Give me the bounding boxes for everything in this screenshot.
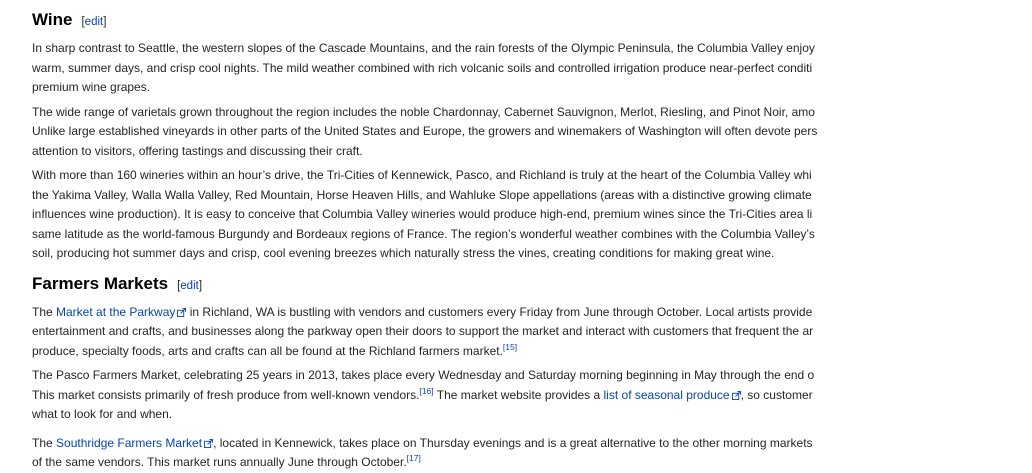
paragraph-line: Unlike large established vineyards in other parts of the United States and Europe, the growers and winemakers of Washington will often devote pers <box>32 124 818 138</box>
farmers-paragraph-3 <box>32 434 1032 473</box>
reference-17[interactable]: [17] <box>406 453 421 463</box>
paragraph-line: the Yakima Valley, Walla Walla Valley, Red Mountain, Horse Heaven Hills, and Wahluke Slope appellations (areas with a distinctive growing climate <box>32 187 812 202</box>
wine-paragraph-1 <box>32 39 1032 98</box>
paragraph-line: The Market at the Parkway in Richland, WA is bustling with vendors and customers every Friday from June through October. Local artists provide <box>32 304 813 319</box>
paragraph-line: The Southridge Farmers Market , located in Kennewick, takes place on Thursday evenings and is a great alternative to the other morning markets <box>32 435 813 450</box>
wine-paragraph-3 <box>32 166 1032 264</box>
section-heading-farmers-markets <box>32 273 1032 297</box>
paragraph-line: warm, summer days, and crisp cool nights. The mild weather combined with rich volcanic soils and controlled irrigation produce near-perfect conditi <box>32 60 813 75</box>
edit-link-wine[interactable]: edit <box>84 16 104 28</box>
paragraph-line: of the same vendors. This market runs annually June through October.[17] <box>32 453 421 469</box>
article-content <box>32 0 1032 473</box>
reference-15[interactable]: [15] <box>502 341 518 352</box>
paragraph-line: The wide range of varietals grown throughout the region includes the noble Chardonnay, Cabernet Sauvignon, Merlot, Riesling, and Pinot Noir, amo <box>32 104 815 119</box>
market-at-the-parkway-link[interactable]: Market at the Parkway <box>56 304 176 319</box>
paragraph-line: entertainment and crafts, and businesses along the parkway open their doors to support the market and interact with customers that frequent the ar <box>32 324 814 338</box>
external-link-icon[interactable] <box>177 308 186 317</box>
paragraph-line: influences wine production). It is easy to conceive that Columbia Valley wineries would produce high-end, premium wines since the Tri-Cities area li <box>32 207 813 221</box>
paragraph-line: This market consists primarily of fresh produce from well-known vendors.[16] The market website provides a list of seasonal produce , so customer <box>32 385 813 402</box>
wine-paragraph-2 <box>32 103 1032 162</box>
farmers-paragraph-2 <box>32 366 1032 425</box>
paragraph-line: what to look for and when. <box>32 407 173 421</box>
paragraph-line: produce, specialty foods, arts and crafts can all be found at the Richland farmers market.[15] <box>32 341 518 358</box>
paragraph-line: With more than 160 wineries within an hour’s drive, the Tri-Cities of Kennewick, Pasco, and Richland is truly at the heart of the Columbia Valley whi <box>32 168 812 182</box>
paragraph-line: premium wine grapes. <box>32 80 151 94</box>
edit-link-farmers-markets[interactable]: edit <box>180 279 199 292</box>
paragraph-line: same latitude as the world-famous Burgundy and Bordeaux regions of France. The region’s wonderful weather combines with the Columbia Valley’s <box>32 226 815 241</box>
paragraph-line: The Pasco Farmers Market, celebrating 25 years in 2013, takes place every Wednesday and Saturday morning beginning in May through the end o <box>32 368 815 382</box>
southridge-farmers-market-link[interactable]: Southridge Farmers Market <box>56 435 203 450</box>
paragraph-line: attention to visitors, offering tastings and discussing their craft. <box>32 143 363 158</box>
farmers-paragraph-1 <box>32 303 1032 362</box>
external-link-icon[interactable] <box>204 439 213 448</box>
reference-16[interactable]: [16] <box>419 385 434 396</box>
edit-section: [edit] <box>177 279 203 292</box>
section-title: Farmers Markets <box>32 273 169 293</box>
section-title: Wine <box>32 10 73 29</box>
paragraph-line: soil, producing hot summer days and crisp, cool evening breezes which naturally stress the vines, creating conditions for making great wine. <box>32 246 775 260</box>
edit-section: [edit] <box>81 16 107 28</box>
paragraph-line: In sharp contrast to Seattle, the western slopes of the Cascade Mountains, and the rain forests of the Olympic Peninsula, the Columbia Valley enjoy <box>32 41 815 55</box>
seasonal-produce-link[interactable]: list of seasonal produce <box>603 387 730 402</box>
external-link-icon[interactable] <box>732 391 741 400</box>
section-heading-wine <box>32 9 1032 33</box>
